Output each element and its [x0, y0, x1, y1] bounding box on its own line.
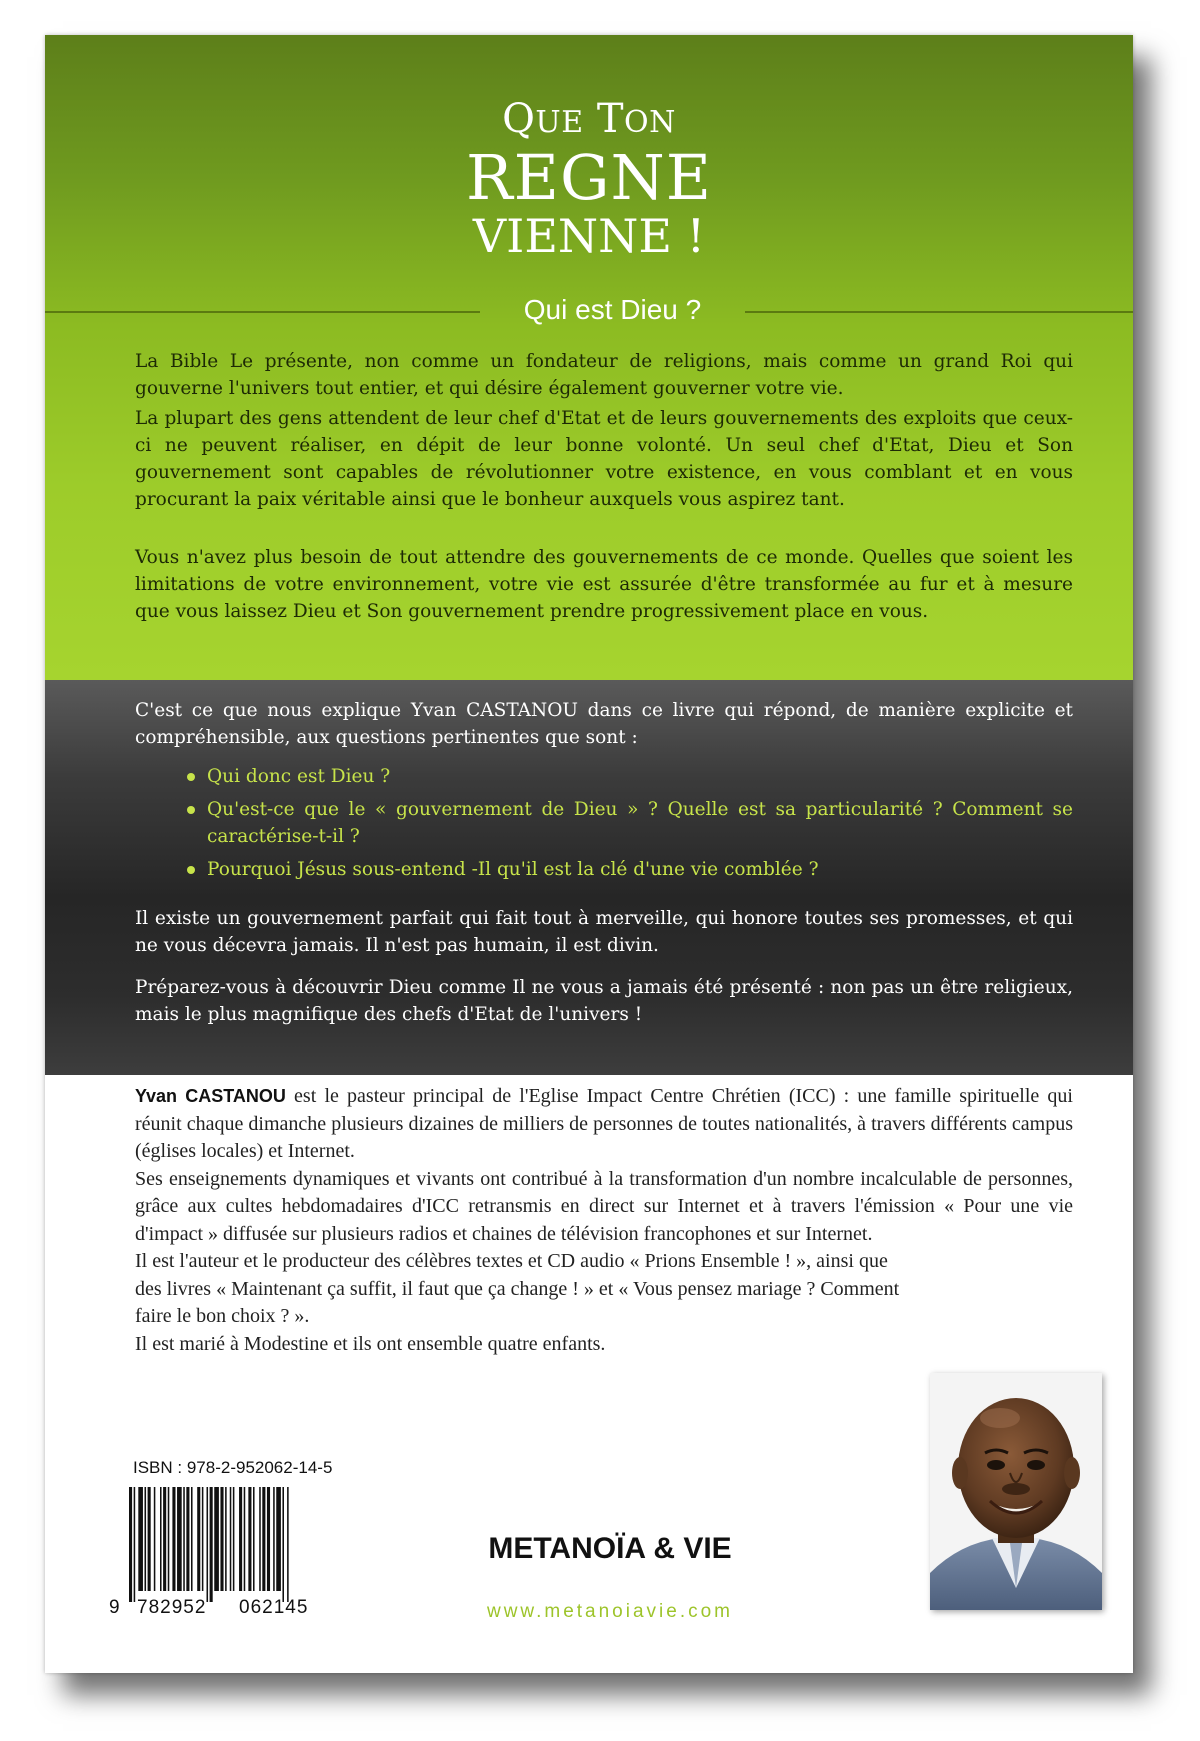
barcode-bar — [186, 1487, 189, 1591]
barcode-bar — [163, 1487, 166, 1591]
subtitle: Qui est Dieu ? — [523, 294, 702, 325]
question-item: Qu'est-ce que le « gouvernement de Dieu » ? Quelle est sa particularité ? Comment se caractérise-t-il ? — [185, 796, 1073, 850]
barcode-bar — [197, 1487, 200, 1591]
author-portrait-image — [930, 1373, 1102, 1610]
barcode-bar — [239, 1487, 242, 1591]
barcode-bar — [160, 1487, 162, 1591]
barcode-bar — [207, 1487, 209, 1602]
question-item: Pourquoi Jésus sous-entend -Il qu'il est la clé d'une vie comblée ? — [185, 856, 1073, 883]
barcode-bar — [138, 1487, 143, 1591]
publisher-name: METANOÏA & VIE — [488, 1532, 732, 1565]
barcode-bar — [253, 1487, 255, 1591]
barcode-bar — [220, 1487, 223, 1591]
barcode-bar — [134, 1487, 136, 1602]
barcode-image — [127, 1487, 337, 1602]
closing-paragraph: Préparez-vous à découvrir Dieu comme Il ne vous a jamais été présenté : non pas un être religieux, mais le plus magnifique des chefs d'Etat de l'univers ! — [135, 977, 1073, 1025]
barcode-bar — [282, 1487, 284, 1602]
title-line-1: QUE TON — [502, 96, 676, 142]
author-name: Yvan CASTANOU — [135, 1086, 286, 1106]
subtitle-row — [45, 292, 1133, 332]
publisher-website: www.metanoiavie.com — [486, 1601, 734, 1622]
bio-paragraph-4: Il est marié à Modestine et ils ont ensemble quatre enfants. — [135, 1332, 606, 1355]
subtitle-rule-right — [745, 311, 1133, 313]
barcode-bar — [172, 1487, 175, 1591]
green-section — [45, 35, 1133, 680]
barcode-bar — [202, 1487, 204, 1591]
intro-paragraph: Vous n'avez plus besoin de tout attendre des gouvernements de ce monde. Quelles que soient les limitations de votre environnement, votre vie est assurée d'être transformée au fur et à mesure que vous laissez Dieu et Son gouvernement prendre progressivement place en vous. — [135, 547, 1073, 622]
question-item: Qui donc est Dieu ? — [185, 763, 1073, 790]
barcode-bar — [129, 1487, 132, 1602]
barcode-bar — [145, 1487, 147, 1591]
barcode-bar — [214, 1487, 219, 1591]
barcode-bar — [244, 1487, 246, 1591]
intro-paragraph: La Bible Le présente, non comme un fondateur de religions, mais comme un grand Roi qui gouverne l'univers tout entier, et qui désire également gouverner votre vie. — [135, 351, 1073, 399]
barcode-bar — [177, 1487, 182, 1591]
intro-paragraph: La plupart des gens attendent de leur chef d'Etat et de leurs gouvernements des exploits que ceux-ci ne peuvent réaliser, en dépit de leur bonne volonté. Un seul chef d'Etat, Dieu et Son gouvernement sont capables de révolutionner votre existence, en vous comblant et en vous procurant la paix véritable ainsi que le bonheur auxquels vous aspirez tant. — [135, 408, 1073, 510]
title-line-2: REGNE — [466, 141, 712, 214]
barcode-digits-left: 782952 — [137, 1597, 207, 1618]
book-back-cover — [45, 35, 1133, 1673]
barcode-digits-right: 062145 — [239, 1597, 309, 1618]
barcode-bar — [168, 1487, 170, 1591]
subtitle-rule-left — [45, 311, 480, 313]
title-line-3: VIENNE ! — [472, 209, 706, 263]
barcode-bar — [225, 1487, 227, 1591]
isbn-label: ISBN : 978-2-952062-14-5 — [133, 1458, 333, 1477]
barcode-bar — [262, 1487, 265, 1591]
barcode-bar — [210, 1487, 213, 1602]
barcode-bar — [233, 1487, 235, 1591]
dark-section — [45, 680, 1133, 1075]
author-bio — [135, 1083, 1073, 1358]
barcode-bar — [276, 1487, 281, 1591]
dark-lead-paragraph: C'est ce que nous explique Yvan CASTANOU dans ce livre qui répond, de manière explicite et compréhensible, aux questions pertinentes que sont : — [135, 700, 1073, 748]
author-photo — [930, 1373, 1102, 1610]
barcode-bar — [148, 1487, 151, 1591]
closing-paragraph: Il existe un gouvernement parfait qui fait tout à merveille, qui honore toutes ses promesses, et qui ne vous décevra jamais. Il n'est pas humain, il est divin. — [135, 908, 1073, 956]
barcode-bar — [259, 1487, 261, 1591]
bio-paragraph-3: Il est l'auteur et le producteur des célèbres textes et CD audio « Prions Ensemble ! », ainsi que des livres « Maintenant ça suffit, il faut que ça change ! » et « Vous pensez mariage ? Comment faire le bon choix ? ». — [135, 1250, 900, 1327]
barcode-bar — [183, 1487, 185, 1591]
barcode-digit-first: 9 — [109, 1597, 121, 1618]
barcode-bar — [248, 1487, 251, 1591]
barcode-bar — [191, 1487, 193, 1591]
barcode-bar — [230, 1487, 232, 1591]
bio-paragraph-1: Yvan CASTANOU est le pasteur principal de l'Eglise Impact Centre Chrétien (ICC) : une famille spirituelle qui réunit chaque dimanche plusieurs dizaines de milliers de personnes de toutes nationalités, à travers différents campus (églises locales) et Internet. — [135, 1085, 1073, 1162]
barcode-bar — [154, 1487, 156, 1591]
questions-list — [185, 763, 1073, 889]
barcode-bar — [273, 1487, 275, 1591]
barcode-bar — [287, 1487, 289, 1602]
barcode-bar — [267, 1487, 270, 1591]
bio-paragraph-2: Ses enseignements dynamiques et vivants ont contribué à la transformation d'un nombre incalculable de personnes, grâce aux cultes hebdomadaires d'ICC retransmis en direct sur Internet et à travers l'émission « Pour une vie d'impact » diffusée sur plusieurs radios et chaines de télévision francophones et sur Internet. — [135, 1167, 1073, 1245]
